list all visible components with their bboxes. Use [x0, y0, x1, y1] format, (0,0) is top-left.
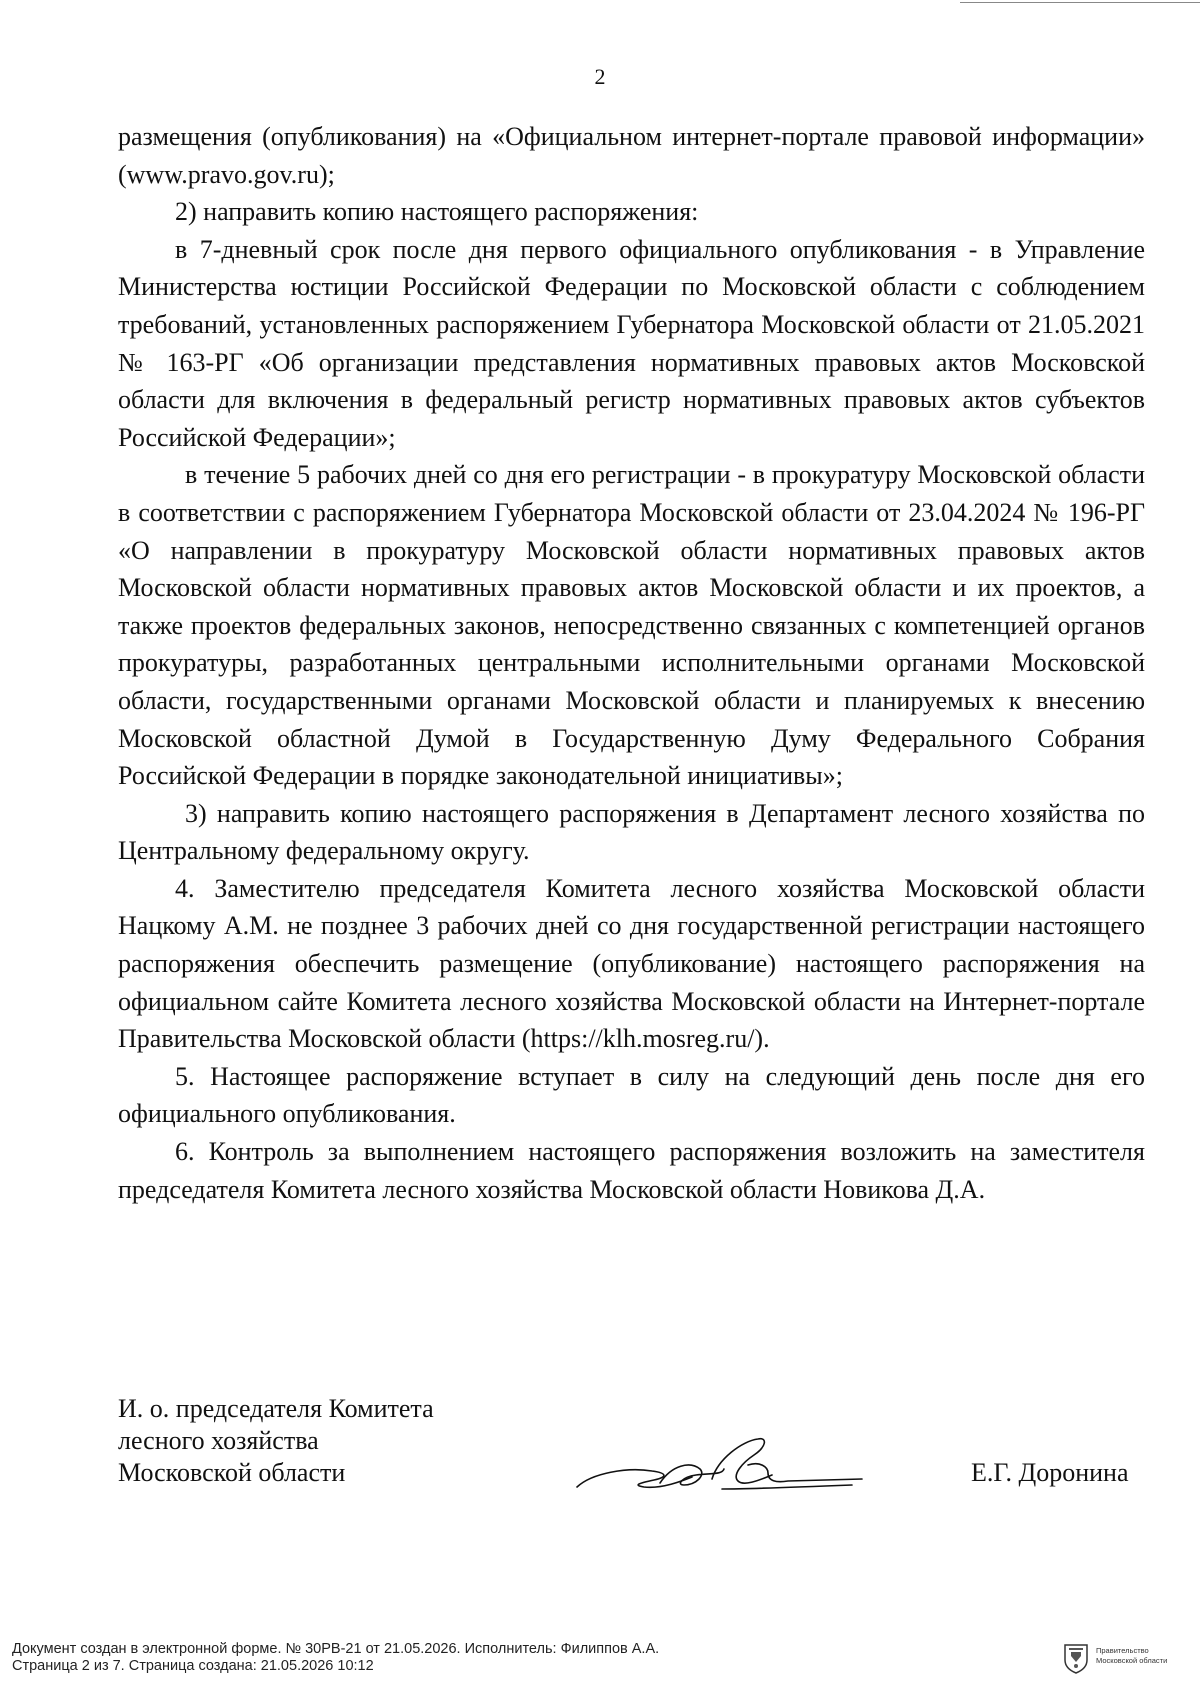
signatory-position-line: И. о. председателя Комитета [118, 1394, 434, 1423]
signatory-name: Е.Г. Доронина [971, 1458, 1129, 1487]
paragraph-item-4: 4. Заместителю председателя Комитета лесного хозяйства Московской области Нацкому А.М. не позднее 3 рабочих дней со дня государственной регистрации настоящего распоряжения обеспечить размещение (опубликование) настоящего распоряжения на официальном сайте Комитета лесного хозяйства Московской области на Интернет-портале Правительства Московской области (https://klh.mosreg.ru/). [118, 873, 1145, 1054]
government-logo-text [1096, 1646, 1167, 1666]
paragraph-prosecutor-office: в течение 5 рабочих дней со дня его регистрации - в прокуратуру Московской области в соответствии с распоряжением Губернатора Московской области от 23.04.2024 № 196-РГ «О направлении в прокуратуру Московской области нормативных правовых актов Московской области нормативных правовых актов Московской области и их проектов, а также проектов федеральных законов, непосредственно связанных с компетенцией органов прокуратуры, разработанных центральными исполнительными органами Московской области, государственными органами Московской области и планируемых к внесению Московской областной Думой в Государственную Думу Федерального Собрания Российской Федерации в порядке законодательной инициативы»; [118, 460, 1145, 791]
signatory-position-line: лесного хозяйства [118, 1426, 319, 1455]
paragraph-item-6: 6. Контроль за выполнением настоящего распоряжения возложить на заместителя председателя Комитета лесного хозяйства Московской области Новикова Д.А. [118, 1137, 1145, 1204]
coat-of-arms-icon [1062, 1642, 1090, 1674]
paragraph-item-3: 3) направить копию настоящего распоряжения в Департамент лесного хозяйства по Центральному федеральному округу. [118, 798, 1145, 866]
footer-page-info: Страница 2 из 7. Страница создана: 21.05.2026 10:12 [12, 1658, 374, 1674]
paragraph-publication-continuation: размещения (опубликования) на «Официальном интернет-портале правовой информации» (www.pravo.gov.ru); [118, 122, 1145, 189]
document-body [118, 118, 1145, 1208]
paragraph-ministry-of-justice: в 7-дневный срок после дня первого официального опубликования - в Управление Министерства юстиции Российской Федерации по Московской области с соблюдением требований, установленных распоряжением Губернатора Московской области от 21.05.2021 № 163-РГ «Об организации представления нормативных правовых актов Московской области для включения в федеральный регистр нормативных правовых актов субъектов Российской Федерации»; [118, 234, 1145, 452]
page-number: 2 [594, 64, 606, 89]
logo-text-line: Правительство [1096, 1646, 1149, 1655]
paragraph-item-2: 2) направить копию настоящего распоряжения: [175, 197, 699, 227]
signatory-position [118, 1393, 434, 1489]
signatory-position-line: Московской области [118, 1458, 346, 1487]
handwritten-signature [572, 1425, 872, 1505]
scan-edge-line [960, 2, 1200, 3]
paragraph-item-5: 5. Настоящее распоряжение вступает в силу на следующий день после дня его официального опубликования. [118, 1061, 1145, 1129]
electronic-document-footer [12, 1641, 659, 1675]
government-logo [1062, 1640, 1192, 1680]
footer-document-info: Документ создан в электронной форме. № 30РВ-21 от 21.05.2026. Исполнитель: Филиппов А.А. [12, 1641, 660, 1657]
logo-text-line: Московской области [1096, 1656, 1168, 1665]
